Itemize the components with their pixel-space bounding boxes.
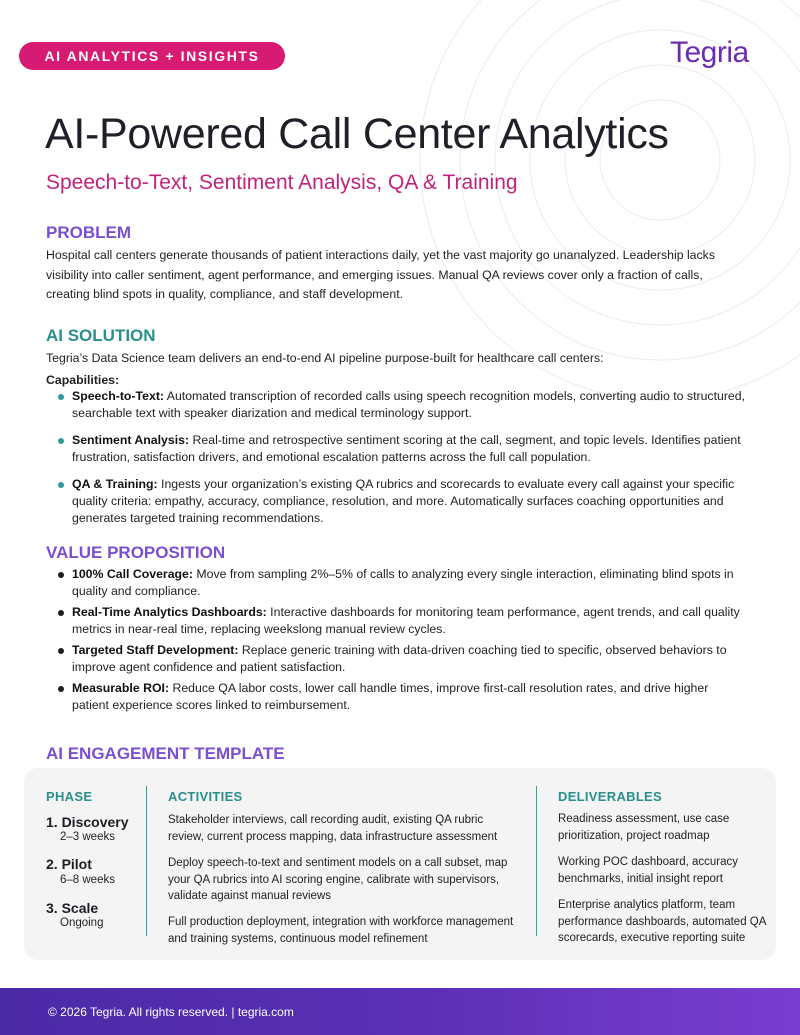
list-item-term: Real-Time Analytics Dashboards: [72,605,267,619]
list-item-text: Interactive dashboards for monitoring team performance, agent trends, and call quality metrics in near-real time, replacing weekslong manual review cycles. [72,605,740,636]
page-title: AI-Powered Call Center Analytics [45,110,669,158]
list-item-text: Ingests your organization’s existing QA rubrics and scorecards to evaluate every call against your specific quality criteria: empathy, accuracy, compliance, resolution, and more. Automatically surfaces coaching opportunities and generates targeted training recommendations. [72,477,735,525]
list-item [56,642,746,676]
column-divider [146,786,147,936]
footer [0,988,800,1035]
deliverables-cell: Enterprise analytics platform, team performance dashboards, automated QA scorecards, executive reporting suite [558,899,766,944]
list-item [56,388,746,422]
tegria-logo: Tegria [670,36,749,69]
list-item-term: Targeted Staff Development: [72,643,239,657]
engagement-heading: AI ENGAGEMENT TEMPLATE [46,744,285,763]
activities-cell: Full production deployment, integration with workforce management and training systems, continuous model refinement [168,916,514,945]
list-item-text: Move from sampling 2%–5% of calls to analyzing every single interaction, eliminating blind spots in quality and compliance. [72,567,734,598]
bullet-icon [58,610,64,616]
capabilities-label: Capabilities: [46,373,120,387]
column-divider [536,786,537,936]
deliverables-cell: Working POC dashboard, accuracy benchmarks, initial insight report [558,856,739,885]
list-item-text: Reduce QA labor costs, lower call handle times, improve first-call resolution rates, and drive higher patient experience scores linked to reimbursement. [72,681,709,712]
phase-name: 1. Discovery [46,814,129,830]
list-item-term: Sentiment Analysis: [72,433,190,447]
category-badge: AI ANALYTICS + INSIGHTS [19,42,285,70]
phase-name: 2. Pilot [46,856,92,872]
activities-cell: Deploy speech-to-text and sentiment models on a call subset, map your QA rubrics into AI scoring engine, calibrate with supervisors, validate against manual reviews [168,857,508,902]
deliverables-cell: Readiness assessment, use case prioritization, project roadmap [558,813,730,842]
bullet-icon [58,572,64,578]
column-header-activities: ACTIVITIES [168,789,243,804]
column-header-phase: PHASE [46,789,93,804]
bullet-icon [58,438,64,444]
list-item-text: Real-time and retrospective sentiment scoring at the call, segment, and topic levels. Identifies patient frustration, satisfaction drivers, and emotional escalation patterns across the full call population. [72,433,741,464]
list-item [56,680,746,714]
value-list [56,566,746,714]
capabilities-list [56,388,746,527]
phase-duration: Ongoing [60,917,104,929]
bullet-icon [58,648,64,654]
list-item-term: Measurable ROI: [72,681,170,695]
bullet-icon [58,686,64,692]
list-item-text: Replace generic training with data-driven coaching tied to specific, observed behaviors to improve agent confidence and patient satisfaction. [72,643,727,674]
footer-text: © 2026 Tegria. All rights reserved. | tegria.com [48,1005,294,1019]
bullet-icon [58,394,64,400]
activities-cell: Stakeholder interviews, call recording audit, existing QA rubric review, current process mapping, data infrastructure assessment [168,814,498,843]
list-item [56,432,746,466]
list-item [56,566,746,600]
value-heading: VALUE PROPOSITION [46,543,226,562]
phase-duration: 6–8 weeks [60,874,115,886]
list-item-text: Automated transcription of recorded calls using speech recognition models, converting audio to structured, searchable text with speaker diarization and medical terminology support. [72,389,746,420]
list-item [56,604,746,638]
problem-text: Hospital call centers generate thousands of patient interactions daily, yet the vast majority go unanalyzed. Leadership lacks visibility into caller sentiment, agent performance, and emerging issues. Manual QA reviews cover only a fraction of calls, creating blind spots in quality, compliance, and staff development. [46,248,715,301]
solution-intro: Tegria’s Data Science team delivers an end-to-end AI pipeline purpose-built for healthcare call centers: [46,351,604,365]
bullet-icon [58,482,64,488]
list-item-term: QA & Training: [72,477,158,491]
page-subtitle: Speech-to-Text, Sentiment Analysis, QA & Training [46,171,518,194]
column-header-deliverables: DELIVERABLES [558,789,663,804]
list-item [56,476,746,527]
list-item-term: 100% Call Coverage: [72,567,193,581]
phase-name: 3. Scale [46,900,99,916]
list-item-term: Speech-to-Text: [72,389,165,403]
solution-heading: AI SOLUTION [46,326,156,345]
problem-heading: PROBLEM [46,223,131,242]
phase-duration: 2–3 weeks [60,831,115,843]
